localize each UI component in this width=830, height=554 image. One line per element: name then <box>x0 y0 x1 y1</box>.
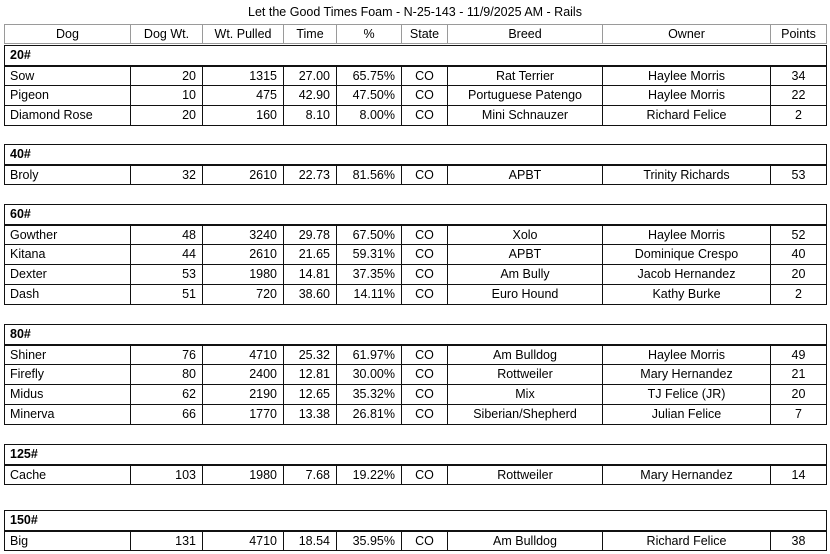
header-row <box>4 24 827 44</box>
cell-state: CO <box>402 166 448 184</box>
cell-time: 13.38 <box>284 405 337 424</box>
cell-points: 40 <box>771 245 827 264</box>
cell-breed: Rottweiler <box>448 466 603 484</box>
cell-weight-pulled: 1980 <box>203 265 284 284</box>
cell-state: CO <box>402 226 448 244</box>
column-header-state: State <box>402 25 448 43</box>
cell-breed: Xolo <box>448 226 603 244</box>
column-header-weight-pulled: Wt. Pulled <box>203 25 284 43</box>
cell-state: CO <box>402 285 448 304</box>
cell-time: 29.78 <box>284 226 337 244</box>
table-row <box>4 225 827 245</box>
cell-time: 14.81 <box>284 265 337 284</box>
weight-class-header: 80# <box>4 324 827 345</box>
table-row <box>4 405 827 425</box>
cell-dog: Kitana <box>4 245 131 264</box>
cell-breed: Rottweiler <box>448 365 603 384</box>
cell-weight-pulled: 1315 <box>203 67 284 85</box>
column-header-owner: Owner <box>603 25 771 43</box>
cell-weight-pulled: 4710 <box>203 346 284 364</box>
cell-owner: Richard Felice <box>603 532 771 550</box>
table-row <box>4 345 827 365</box>
cell-points: 7 <box>771 405 827 424</box>
cell-breed: APBT <box>448 166 603 184</box>
cell-time: 12.81 <box>284 365 337 384</box>
column-header-dog: Dog <box>4 25 131 43</box>
cell-weight-pulled: 1770 <box>203 405 284 424</box>
cell-time: 22.73 <box>284 166 337 184</box>
cell-time: 8.10 <box>284 106 337 125</box>
cell-dog: Firefly <box>4 365 131 384</box>
table-row <box>4 66 827 86</box>
cell-percent: 19.22% <box>337 466 402 484</box>
cell-state: CO <box>402 532 448 550</box>
cell-time: 21.65 <box>284 245 337 264</box>
weight-class-header: 20# <box>4 45 827 66</box>
cell-dog: Dexter <box>4 265 131 284</box>
cell-percent: 67.50% <box>337 226 402 244</box>
cell-weight-pulled: 475 <box>203 86 284 105</box>
cell-breed: Rat Terrier <box>448 67 603 85</box>
cell-points: 53 <box>771 166 827 184</box>
cell-dog-weight: 53 <box>131 265 203 284</box>
cell-owner: Jacob Hernandez <box>603 265 771 284</box>
cell-percent: 65.75% <box>337 67 402 85</box>
cell-owner: Richard Felice <box>603 106 771 125</box>
cell-owner: Haylee Morris <box>603 86 771 105</box>
cell-dog-weight: 62 <box>131 385 203 404</box>
weight-class-header: 40# <box>4 144 827 165</box>
cell-points: 52 <box>771 226 827 244</box>
cell-dog-weight: 66 <box>131 405 203 424</box>
cell-percent: 26.81% <box>337 405 402 424</box>
cell-points: 34 <box>771 67 827 85</box>
column-header-breed: Breed <box>448 25 603 43</box>
cell-dog-weight: 44 <box>131 245 203 264</box>
cell-dog: Cache <box>4 466 131 484</box>
cell-dog: Pigeon <box>4 86 131 105</box>
table-row <box>4 86 827 106</box>
table-row <box>4 465 827 485</box>
column-header-time: Time <box>284 25 337 43</box>
cell-breed: Portuguese Patengo <box>448 86 603 105</box>
cell-time: 18.54 <box>284 532 337 550</box>
cell-dog: Broly <box>4 166 131 184</box>
cell-state: CO <box>402 265 448 284</box>
cell-dog-weight: 20 <box>131 106 203 125</box>
table-row <box>4 531 827 551</box>
cell-state: CO <box>402 86 448 105</box>
cell-breed: Euro Hound <box>448 285 603 304</box>
cell-weight-pulled: 2190 <box>203 385 284 404</box>
cell-weight-pulled: 1980 <box>203 466 284 484</box>
cell-owner: Haylee Morris <box>603 346 771 364</box>
cell-owner: Dominique Crespo <box>603 245 771 264</box>
cell-owner: Julian Felice <box>603 405 771 424</box>
cell-dog: Diamond Rose <box>4 106 131 125</box>
sheet-title: Let the Good Times Foam - N-25-143 - 11/9/2025 AM - Rails <box>248 5 582 19</box>
cell-points: 20 <box>771 385 827 404</box>
table-row <box>4 365 827 385</box>
cell-breed: Mix <box>448 385 603 404</box>
cell-dog-weight: 80 <box>131 365 203 384</box>
cell-owner: Kathy Burke <box>603 285 771 304</box>
cell-weight-pulled: 2400 <box>203 365 284 384</box>
cell-time: 27.00 <box>284 67 337 85</box>
cell-breed: APBT <box>448 245 603 264</box>
table-row <box>4 265 827 285</box>
cell-dog-weight: 131 <box>131 532 203 550</box>
table-row <box>4 385 827 405</box>
cell-percent: 14.11% <box>337 285 402 304</box>
cell-state: CO <box>402 466 448 484</box>
cell-weight-pulled: 2610 <box>203 166 284 184</box>
cell-owner: Haylee Morris <box>603 67 771 85</box>
column-header-percent: % <box>337 25 402 43</box>
cell-weight-pulled: 3240 <box>203 226 284 244</box>
cell-points: 20 <box>771 265 827 284</box>
weight-class-header: 125# <box>4 444 827 465</box>
cell-state: CO <box>402 346 448 364</box>
cell-points: 2 <box>771 106 827 125</box>
cell-percent: 61.97% <box>337 346 402 364</box>
cell-points: 2 <box>771 285 827 304</box>
cell-dog: Dash <box>4 285 131 304</box>
weight-class-header: 150# <box>4 510 827 531</box>
cell-weight-pulled: 720 <box>203 285 284 304</box>
cell-percent: 8.00% <box>337 106 402 125</box>
cell-time: 25.32 <box>284 346 337 364</box>
cell-owner: Trinity Richards <box>603 166 771 184</box>
cell-percent: 35.32% <box>337 385 402 404</box>
table-row <box>4 245 827 265</box>
cell-breed: Am Bully <box>448 265 603 284</box>
cell-dog-weight: 103 <box>131 466 203 484</box>
column-header-points: Points <box>771 25 827 43</box>
column-header-dog-weight: Dog Wt. <box>131 25 203 43</box>
cell-percent: 81.56% <box>337 166 402 184</box>
cell-percent: 35.95% <box>337 532 402 550</box>
cell-dog: Sow <box>4 67 131 85</box>
cell-points: 22 <box>771 86 827 105</box>
cell-breed: Mini Schnauzer <box>448 106 603 125</box>
cell-weight-pulled: 4710 <box>203 532 284 550</box>
cell-state: CO <box>402 385 448 404</box>
cell-dog-weight: 10 <box>131 86 203 105</box>
cell-points: 21 <box>771 365 827 384</box>
cell-percent: 30.00% <box>337 365 402 384</box>
cell-dog-weight: 76 <box>131 346 203 364</box>
cell-owner: Mary Hernandez <box>603 365 771 384</box>
weight-class-header: 60# <box>4 204 827 225</box>
cell-dog: Midus <box>4 385 131 404</box>
cell-dog-weight: 48 <box>131 226 203 244</box>
cell-owner: Haylee Morris <box>603 226 771 244</box>
cell-state: CO <box>402 245 448 264</box>
cell-weight-pulled: 160 <box>203 106 284 125</box>
cell-breed: Am Bulldog <box>448 346 603 364</box>
cell-breed: Siberian/Shepherd <box>448 405 603 424</box>
cell-state: CO <box>402 67 448 85</box>
cell-state: CO <box>402 106 448 125</box>
cell-points: 14 <box>771 466 827 484</box>
cell-dog-weight: 51 <box>131 285 203 304</box>
cell-time: 7.68 <box>284 466 337 484</box>
cell-points: 49 <box>771 346 827 364</box>
cell-dog: Shiner <box>4 346 131 364</box>
cell-dog-weight: 32 <box>131 166 203 184</box>
cell-percent: 59.31% <box>337 245 402 264</box>
cell-owner: Mary Hernandez <box>603 466 771 484</box>
cell-time: 38.60 <box>284 285 337 304</box>
cell-weight-pulled: 2610 <box>203 245 284 264</box>
cell-breed: Am Bulldog <box>448 532 603 550</box>
cell-state: CO <box>402 365 448 384</box>
cell-dog: Gowther <box>4 226 131 244</box>
cell-points: 38 <box>771 532 827 550</box>
table-row <box>4 285 827 305</box>
table-row <box>4 106 827 126</box>
cell-dog-weight: 20 <box>131 67 203 85</box>
table-row <box>4 165 827 185</box>
cell-percent: 47.50% <box>337 86 402 105</box>
cell-time: 42.90 <box>284 86 337 105</box>
cell-state: CO <box>402 405 448 424</box>
cell-dog: Minerva <box>4 405 131 424</box>
cell-owner: TJ Felice (JR) <box>603 385 771 404</box>
cell-time: 12.65 <box>284 385 337 404</box>
cell-percent: 37.35% <box>337 265 402 284</box>
cell-dog: Big <box>4 532 131 550</box>
